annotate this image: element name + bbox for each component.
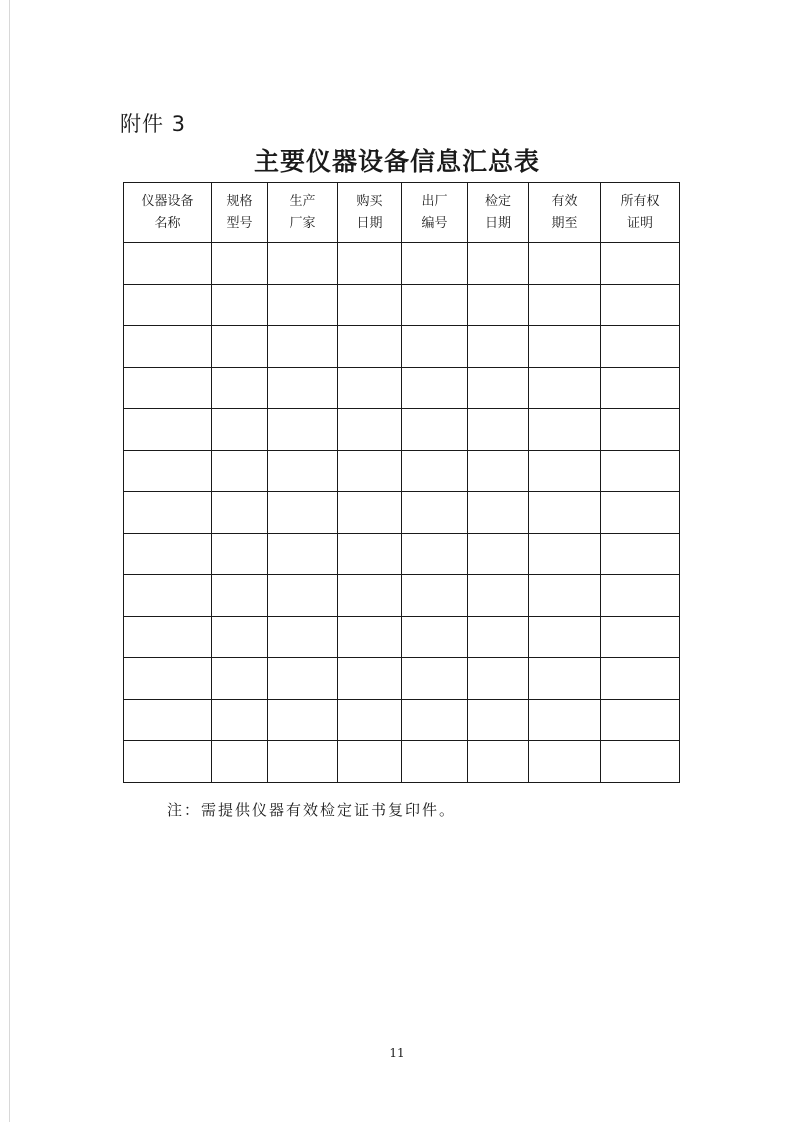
table-cell — [124, 533, 212, 575]
table-cell — [268, 658, 338, 700]
header-model: 规格 型号 — [212, 183, 268, 243]
table-cell — [268, 284, 338, 326]
table-cell — [529, 658, 601, 700]
table-cell — [529, 367, 601, 409]
table-cell — [268, 741, 338, 783]
table-cell — [402, 367, 468, 409]
table-cell — [468, 450, 529, 492]
table-cell — [268, 492, 338, 534]
table-cell — [402, 616, 468, 658]
table-cell — [212, 367, 268, 409]
table-cell — [268, 699, 338, 741]
table-cell — [468, 367, 529, 409]
header-manufacturer: 生产 厂家 — [268, 183, 338, 243]
table-cell — [124, 450, 212, 492]
table-cell — [124, 326, 212, 368]
table-cell — [402, 409, 468, 451]
table-cell — [601, 284, 680, 326]
table-cell — [402, 741, 468, 783]
page-number: 11 — [389, 1046, 405, 1060]
table-cell — [338, 616, 402, 658]
table-cell — [601, 367, 680, 409]
table-cell — [601, 326, 680, 368]
table-cell — [212, 409, 268, 451]
table-cell — [268, 616, 338, 658]
table-cell — [212, 284, 268, 326]
table-cell — [268, 243, 338, 285]
table-row — [124, 243, 680, 285]
table-cell — [338, 284, 402, 326]
table-cell — [402, 575, 468, 617]
table-cell — [468, 741, 529, 783]
table-cell — [402, 533, 468, 575]
table-cell — [468, 284, 529, 326]
table-cell — [338, 658, 402, 700]
table-row — [124, 492, 680, 534]
table-cell — [529, 326, 601, 368]
table-cell — [529, 741, 601, 783]
table-cell — [402, 658, 468, 700]
table-cell — [212, 575, 268, 617]
table-cell — [601, 699, 680, 741]
table-cell — [529, 699, 601, 741]
table-cell — [529, 533, 601, 575]
table-cell — [212, 326, 268, 368]
table-cell — [124, 699, 212, 741]
table-cell — [601, 450, 680, 492]
table-row — [124, 658, 680, 700]
table-cell — [124, 409, 212, 451]
table-row — [124, 616, 680, 658]
table-cell — [468, 243, 529, 285]
table-cell — [601, 658, 680, 700]
table-cell — [124, 492, 212, 534]
table-row — [124, 575, 680, 617]
table-cell — [468, 326, 529, 368]
table-cell — [124, 575, 212, 617]
table-cell — [268, 575, 338, 617]
table-cell — [468, 658, 529, 700]
table-cell — [529, 450, 601, 492]
table-row — [124, 367, 680, 409]
table-cell — [402, 243, 468, 285]
table-body — [124, 243, 680, 783]
table-cell — [338, 741, 402, 783]
header-purchase-date: 购买 日期 — [338, 183, 402, 243]
table-cell — [338, 243, 402, 285]
table-cell — [124, 284, 212, 326]
equipment-summary-table — [123, 182, 680, 783]
table-row — [124, 533, 680, 575]
header-equipment-name: 仪器设备 名称 — [124, 183, 212, 243]
table-cell — [268, 367, 338, 409]
table-cell — [529, 575, 601, 617]
table-cell — [402, 699, 468, 741]
table-cell — [468, 699, 529, 741]
table-cell — [268, 533, 338, 575]
table-cell — [402, 326, 468, 368]
table-cell — [468, 492, 529, 534]
table-cell — [601, 492, 680, 534]
table-cell — [601, 243, 680, 285]
header-calibration-date: 检定 日期 — [468, 183, 529, 243]
attachment-label: 附件 3 — [120, 112, 187, 136]
table-row — [124, 409, 680, 451]
table-header-row — [124, 183, 680, 243]
table-row — [124, 284, 680, 326]
table-cell — [468, 409, 529, 451]
table-cell — [212, 658, 268, 700]
table-cell — [212, 616, 268, 658]
table-cell — [338, 367, 402, 409]
table-cell — [529, 243, 601, 285]
table-cell — [338, 450, 402, 492]
table-cell — [402, 450, 468, 492]
table-cell — [212, 243, 268, 285]
table-cell — [601, 533, 680, 575]
table-cell — [212, 492, 268, 534]
table-row — [124, 699, 680, 741]
table-cell — [338, 699, 402, 741]
header-ownership-proof: 所有权 证明 — [601, 183, 680, 243]
footnote: 注：需提供仪器有效检定证书复印件。 — [167, 801, 457, 819]
table-cell — [124, 658, 212, 700]
table-cell — [468, 575, 529, 617]
table-cell — [268, 450, 338, 492]
table-cell — [124, 367, 212, 409]
table-cell — [338, 575, 402, 617]
table-row — [124, 326, 680, 368]
table-cell — [529, 492, 601, 534]
table-cell — [212, 533, 268, 575]
table-cell — [124, 741, 212, 783]
table-cell — [212, 699, 268, 741]
table-cell — [529, 409, 601, 451]
table-cell — [212, 741, 268, 783]
table-cell — [468, 533, 529, 575]
table-cell — [338, 409, 402, 451]
table-cell — [124, 243, 212, 285]
table-cell — [338, 326, 402, 368]
table-cell — [268, 326, 338, 368]
table-row — [124, 741, 680, 783]
document-title: 主要仪器设备信息汇总表 — [253, 147, 540, 176]
table-cell — [402, 284, 468, 326]
table-cell — [338, 492, 402, 534]
table-cell — [601, 575, 680, 617]
table-cell — [268, 409, 338, 451]
table-cell — [124, 616, 212, 658]
table-cell — [529, 616, 601, 658]
table-cell — [529, 284, 601, 326]
header-serial-number: 出厂 编号 — [402, 183, 468, 243]
table-cell — [468, 616, 529, 658]
table-cell — [601, 616, 680, 658]
table-cell — [601, 409, 680, 451]
table-cell — [402, 492, 468, 534]
table-row — [124, 450, 680, 492]
header-valid-until: 有效 期至 — [529, 183, 601, 243]
table-cell — [212, 450, 268, 492]
table-cell — [338, 533, 402, 575]
table-cell — [601, 741, 680, 783]
